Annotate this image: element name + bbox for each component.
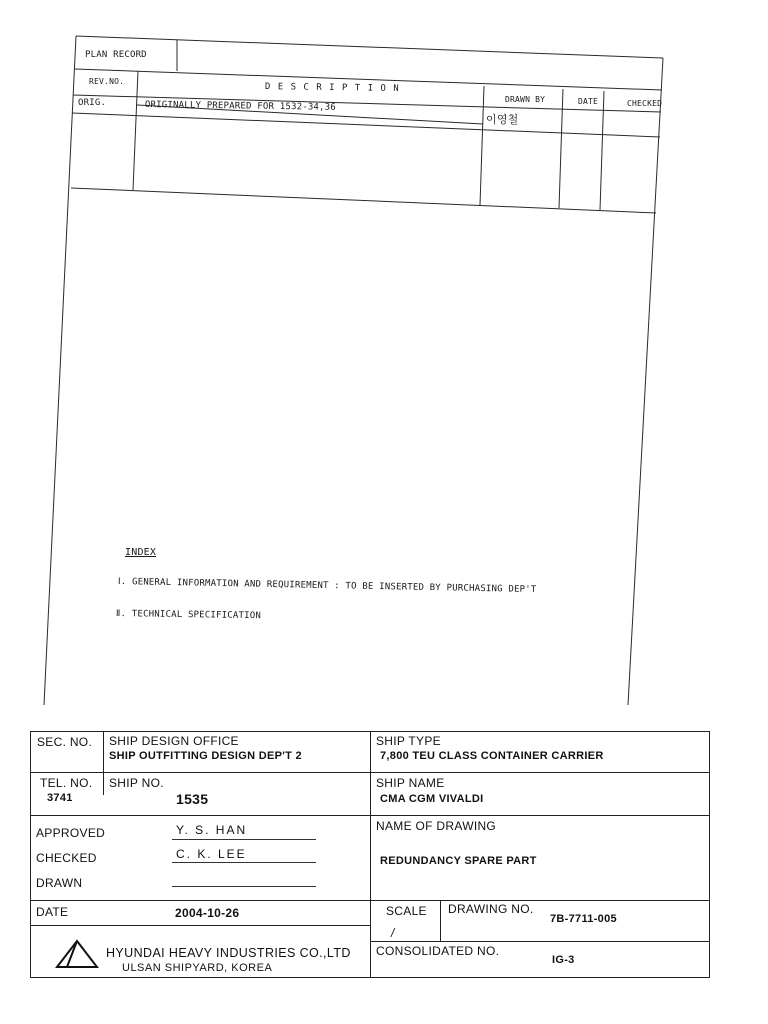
- drawn-by-header: DRAWN BY: [505, 95, 546, 104]
- ship-type-label: SHIP TYPE: [376, 734, 441, 748]
- approved-label: APPROVED: [36, 826, 106, 840]
- company-location: ULSAN SHIPYARD, KOREA: [122, 962, 273, 974]
- company-name: HYUNDAI HEAVY INDUSTRIES CO.,LTD: [106, 946, 351, 960]
- date-value: 2004-10-26: [175, 906, 240, 920]
- checked-header: CHECKED: [627, 99, 663, 108]
- drawing-no-label: DRAWING NO.: [448, 902, 534, 916]
- ship-no-value: 1535: [176, 791, 209, 807]
- ship-no-label: SHIP NO.: [109, 776, 164, 790]
- name-of-drawing-label: NAME OF DRAWING: [376, 819, 497, 833]
- tel-no-value: 3741: [47, 792, 73, 804]
- ship-name-value: CMA CGM VIVALDI: [380, 793, 484, 805]
- row-description: ORIGINALLY PREPARED FOR 1532-34,36: [144, 100, 337, 113]
- office-label: SHIP DESIGN OFFICE: [109, 734, 239, 748]
- date-label: DATE: [36, 905, 69, 919]
- sec-no-label: SEC. NO.: [37, 735, 93, 749]
- row-rev-no: ORIG.: [78, 98, 107, 108]
- name-of-drawing-value: REDUNDANCY SPARE PART: [380, 855, 537, 867]
- plan-record-title: PLAN RECORD: [85, 50, 147, 60]
- tel-no-label: TEL. NO.: [40, 776, 93, 790]
- scale-value: /: [391, 926, 395, 940]
- row-drawn-by: 이영철: [486, 113, 519, 126]
- checked-value: C. K. LEE: [176, 847, 247, 861]
- scale-label: SCALE: [386, 904, 427, 918]
- consolidated-label: CONSOLIDATED NO.: [376, 944, 500, 958]
- consolidated-value: IG-3: [552, 954, 575, 966]
- drawn-label: DRAWN: [36, 876, 83, 890]
- approved-signature-line: [172, 839, 316, 840]
- index-item-2: Ⅱ. TECHNICAL SPECIFICATION: [115, 609, 262, 622]
- drawn-signature-line: [172, 886, 316, 887]
- drawing-no-value: 7B-7711-005: [550, 913, 617, 925]
- checked-signature-line: [172, 862, 316, 863]
- rev-no-header: REV.NO.: [89, 77, 125, 86]
- date-header: DATE: [578, 97, 599, 106]
- title-block: [30, 731, 710, 978]
- index-heading: INDEX: [125, 547, 157, 558]
- approved-value: Y. S. HAN: [176, 823, 248, 837]
- checked-label: CHECKED: [36, 851, 97, 865]
- office-value: SHIP OUTFITTING DESIGN DEP'T 2: [109, 750, 302, 762]
- ship-name-label: SHIP NAME: [376, 776, 445, 790]
- ship-type-value: 7,800 TEU CLASS CONTAINER CARRIER: [380, 750, 604, 762]
- hyundai-logo-icon: [55, 939, 99, 969]
- index-item-1: Ⅰ. GENERAL INFORMATION AND REQUIREMENT : TO BE INSERTED BY PURCHASING DEP'T: [117, 577, 537, 596]
- description-header: D E S C R I P T I O N: [264, 82, 400, 94]
